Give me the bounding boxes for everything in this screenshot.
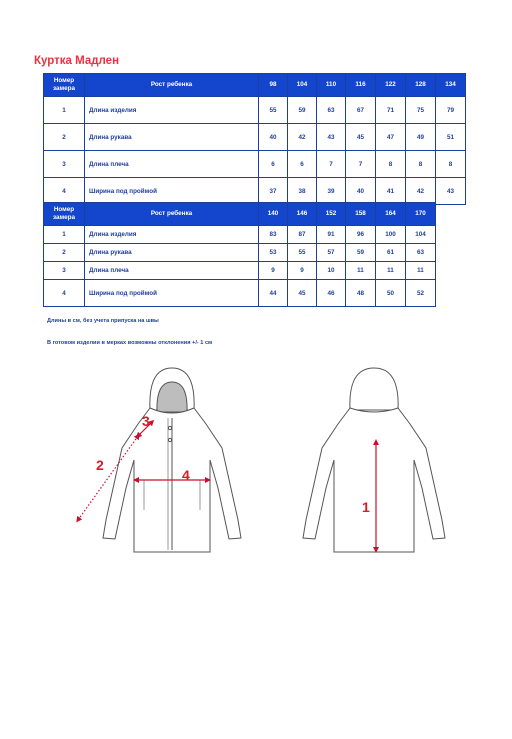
table-cell: 11 — [406, 262, 436, 280]
measure-number: 3 — [44, 151, 85, 178]
header-size: 134 — [436, 74, 466, 97]
measure-number: 4 — [44, 178, 85, 205]
table-cell: 79 — [436, 97, 466, 124]
header-size: 122 — [376, 74, 406, 97]
measure-number: 2 — [44, 244, 85, 262]
button — [168, 426, 171, 429]
table-cell: 104 — [406, 226, 436, 244]
table-cell: 63 — [317, 97, 346, 124]
table-row — [44, 262, 436, 280]
table-cell: 91 — [317, 226, 346, 244]
table-cell: 41 — [376, 178, 406, 205]
measure-name: Длина рукава — [85, 124, 259, 151]
measure-name: Длина плеча — [85, 262, 259, 280]
table-cell: 48 — [346, 280, 376, 307]
table-cell: 6 — [288, 151, 317, 178]
table-cell: 8 — [376, 151, 406, 178]
header-measure-number: Номер замера — [44, 74, 85, 97]
table-cell: 75 — [406, 97, 436, 124]
table-row — [44, 226, 436, 244]
table-cell: 6 — [259, 151, 288, 178]
table-row — [44, 151, 466, 178]
table-cell: 63 — [406, 244, 436, 262]
table-cell: 10 — [317, 262, 346, 280]
table-cell: 51 — [436, 124, 466, 151]
table-cell: 47 — [376, 124, 406, 151]
table-cell: 49 — [406, 124, 436, 151]
table-cell: 55 — [288, 244, 317, 262]
table-cell: 11 — [376, 262, 406, 280]
table-cell: 71 — [376, 97, 406, 124]
table-cell: 40 — [346, 178, 376, 205]
measure-number: 2 — [44, 124, 85, 151]
table-cell: 87 — [288, 226, 317, 244]
table-cell: 59 — [288, 97, 317, 124]
measure-label-4: 4 — [182, 467, 190, 483]
header-size: 146 — [288, 203, 317, 226]
table-header-row — [44, 203, 436, 226]
measure-name: Ширина под проймой — [85, 280, 259, 307]
table-cell: 83 — [259, 226, 288, 244]
header-size: 152 — [317, 203, 346, 226]
header-size: 116 — [346, 74, 376, 97]
header-size: 140 — [259, 203, 288, 226]
measure-number: 4 — [44, 280, 85, 307]
table-cell: 9 — [288, 262, 317, 280]
table-cell: 100 — [376, 226, 406, 244]
measure-number: 1 — [44, 226, 85, 244]
table-cell: 42 — [288, 124, 317, 151]
jacket-front-illustration — [103, 368, 241, 552]
measure-name: Длина плеча — [85, 151, 259, 178]
table-cell: 9 — [259, 262, 288, 280]
header-child-height: Рост ребенка — [85, 203, 259, 226]
header-size: 98 — [259, 74, 288, 97]
table-cell: 52 — [406, 280, 436, 307]
note-tolerance: В готовом изделии в мерках возможны отклонения +/- 1 см — [47, 340, 213, 346]
table-cell: 39 — [317, 178, 346, 205]
header-size: 104 — [288, 74, 317, 97]
button — [168, 438, 171, 441]
table-cell: 57 — [317, 244, 346, 262]
measure-name: Длина изделия — [85, 226, 259, 244]
header-child-height: Рост ребенка — [85, 74, 259, 97]
measure-name: Длина изделия — [85, 97, 259, 124]
table-cell: 67 — [346, 97, 376, 124]
table-row — [44, 244, 436, 262]
table-cell: 11 — [346, 262, 376, 280]
table-cell: 7 — [317, 151, 346, 178]
header-size: 170 — [406, 203, 436, 226]
measure-label-3: 3 — [142, 413, 150, 429]
header-size: 158 — [346, 203, 376, 226]
table-cell: 43 — [436, 178, 466, 205]
page-title: Куртка Мадлен — [34, 55, 120, 67]
table-cell: 96 — [346, 226, 376, 244]
header-size: 128 — [406, 74, 436, 97]
table-row — [44, 124, 466, 151]
measure-number: 3 — [44, 262, 85, 280]
table-cell: 46 — [317, 280, 346, 307]
table-cell: 55 — [259, 97, 288, 124]
table-cell: 8 — [406, 151, 436, 178]
jacket-measurement-diagram — [60, 360, 480, 570]
header-measure-number: Номер замера — [44, 203, 85, 226]
table-cell: 43 — [317, 124, 346, 151]
measure-label-2: 2 — [96, 457, 104, 473]
table-cell: 37 — [259, 178, 288, 205]
table-row — [44, 178, 466, 205]
table-cell: 45 — [288, 280, 317, 307]
table-cell: 42 — [406, 178, 436, 205]
table-row — [44, 280, 436, 307]
table-row — [44, 97, 466, 124]
note-units: Длины в см, без учета припуска на швы — [47, 318, 159, 324]
table-cell: 53 — [259, 244, 288, 262]
header-size: 164 — [376, 203, 406, 226]
table-cell: 8 — [436, 151, 466, 178]
measure-name: Ширина под проймой — [85, 178, 259, 205]
size-table-2 — [43, 202, 436, 307]
table-cell: 50 — [376, 280, 406, 307]
jacket-back-illustration — [303, 368, 445, 552]
measure-label-1: 1 — [362, 499, 370, 515]
header-size: 110 — [317, 74, 346, 97]
table-cell: 7 — [346, 151, 376, 178]
measure-name: Длина рукава — [85, 244, 259, 262]
table-cell: 40 — [259, 124, 288, 151]
size-table-1 — [43, 73, 466, 205]
table-cell: 45 — [346, 124, 376, 151]
measure-number: 1 — [44, 97, 85, 124]
table-cell: 44 — [259, 280, 288, 307]
table-cell: 61 — [376, 244, 406, 262]
table-cell: 59 — [346, 244, 376, 262]
table-header-row — [44, 74, 466, 97]
table-cell: 38 — [288, 178, 317, 205]
